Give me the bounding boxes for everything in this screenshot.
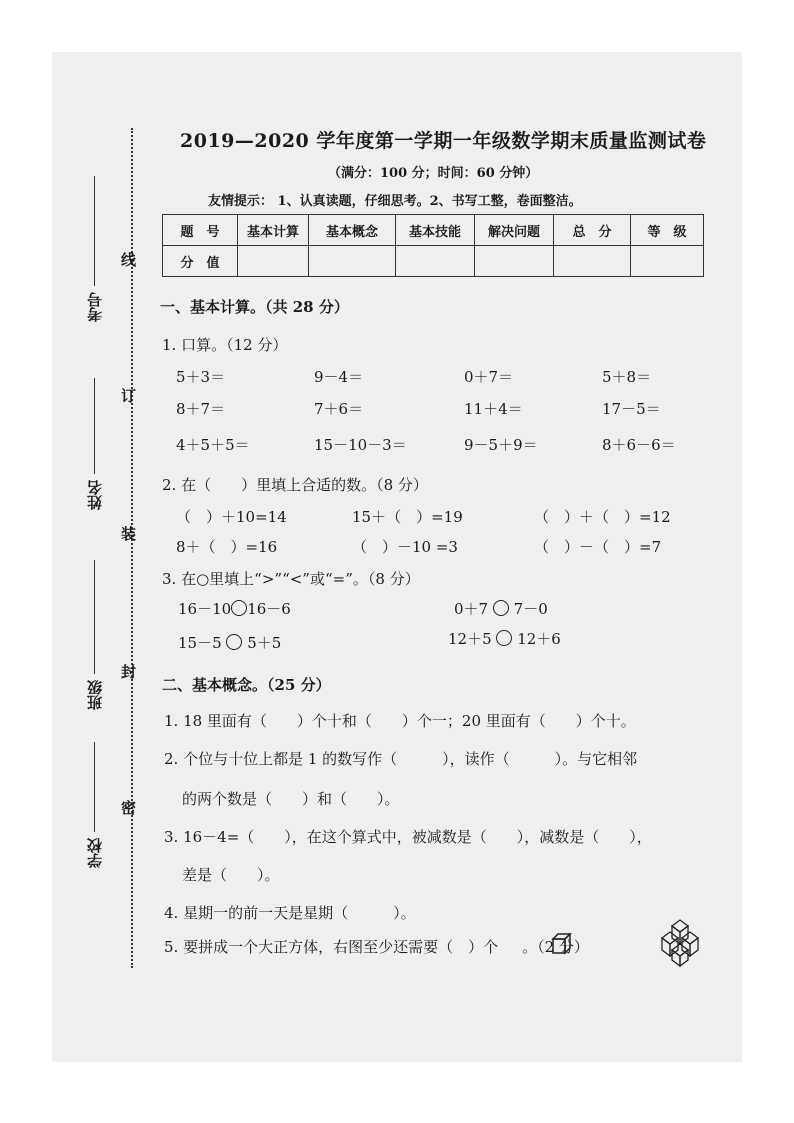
compare-left: 12＋5 [448,630,492,648]
compare-right: 5＋5 [247,634,282,652]
compare-item [178,598,291,619]
field-label-school: 学校 [86,838,104,868]
score-table-value-row [163,246,704,277]
compare-item [454,598,548,619]
binding-char-ding: 订 [119,388,137,403]
field-underline [94,176,96,286]
score-row-label: 分 值 [163,246,238,277]
q2-label: 2. 在（ ）里填上合适的数。（8 分） [162,476,428,494]
compare-circle[interactable] [226,634,242,650]
field-label-exam-number: 考号 [86,292,104,322]
s2-q5-suffix: 。（2 分） [522,938,589,956]
fill-blank-item: （ ）－（ ）=7 [534,538,662,556]
compare-right: 16－6 [247,600,291,618]
compare-item [448,628,561,649]
score-header-cell: 等 级 [631,215,704,246]
calc-item: 9－4＝ [314,368,364,386]
fill-blank-item: 8＋（ ）=16 [176,538,278,556]
field-label-name: 姓名 [86,480,104,510]
compare-left: 0＋7 [454,600,489,618]
score-header-cell: 基本技能 [396,215,475,246]
calc-item: 0＋7＝ [464,368,514,386]
s2-q2-line2: 的两个数是（ ）和（ ）。 [182,790,400,808]
calc-item: 8＋7＝ [176,400,226,418]
q1-label: 1. 口算。（12 分） [162,336,288,354]
calc-item: 17－5＝ [602,400,661,418]
s2-q2-line1: 2. 个位与十位上都是 1 的数写作（ ），读作（ ）。与它相邻 [164,750,638,768]
fill-blank-item: （ ）＋（ ）=12 [534,508,671,526]
compare-item [178,632,281,653]
fill-blank-item: 15＋（ ）=19 [352,508,463,526]
binding-char-zhuang: 装 [119,526,137,541]
s2-q5 [164,936,589,957]
score-cell [238,246,309,277]
s2-q3-line1: 3. 16－4=（ ），在这个算式中，被减数是（ ），减数是（ ）， [164,828,652,846]
cube-stack-icon [658,916,704,968]
fill-blank-item: （ ）－10 =3 [352,538,458,556]
compare-circle[interactable] [496,630,512,646]
compare-circle[interactable] [493,600,509,616]
exam-subtitle: （满分：100 分；时间：60 分钟） [328,166,539,181]
calc-item: 9－5＋9＝ [464,436,538,454]
field-school [84,742,105,868]
compare-circle[interactable] [231,600,247,616]
calc-item: 11＋4＝ [464,400,523,418]
score-cell [396,246,475,277]
field-exam-number [84,176,105,322]
s2-q4: 4. 星期一的前一天是星期（ ）。 [164,904,416,922]
score-cell [309,246,396,277]
fill-blank-item: （ ）＋10=14 [176,508,287,526]
score-header-cell: 解决问题 [475,215,554,246]
calc-item: 7＋6＝ [314,400,364,418]
binding-char-xian: 线 [119,252,137,267]
section2-heading: 二、基本概念。（25 分） [162,676,331,694]
calc-item: 5＋8＝ [602,368,652,386]
compare-left: 15－5 [178,634,222,652]
binding-char-feng: 封 [119,664,137,679]
s2-q1: 1. 18 里面有（ ）个十和（ ）个一；20 里面有（ ）个十。 [164,712,636,730]
calc-item: 5＋3＝ [176,368,226,386]
score-cell [631,246,704,277]
score-header-cell: 基本概念 [309,215,396,246]
field-underline [94,378,96,474]
score-cell [554,246,631,277]
section1-heading: 一、基本计算。（共 28 分） [160,298,349,316]
s2-q5-prefix: 5. 要拼成一个大正方体，右图至少还需要（ ）个 [164,938,499,956]
score-header-cell: 题 号 [163,215,238,246]
q3-label: 3. 在○里填上“>”“<”或“=”。（8 分） [162,570,420,588]
field-underline [94,742,96,832]
exam-title: 2019—2020 学年度第一学期一年级数学期末质量监测试卷 [180,130,707,152]
score-table-header-row [163,215,704,246]
score-header-cell: 总 分 [554,215,631,246]
field-underline [94,560,96,674]
s2-q3-line2: 差是（ ）。 [182,866,280,884]
compare-right: 12＋6 [517,630,561,648]
score-cell [475,246,554,277]
binding-char-mi: 密 [119,800,137,815]
score-header-cell: 基本计算 [238,215,309,246]
field-class [84,560,105,710]
score-table [162,214,704,277]
compare-right: 7－0 [513,600,548,618]
field-name [84,378,105,510]
calc-item: 4＋5＋5＝ [176,436,250,454]
compare-left: 16－10 [178,600,232,618]
calc-item: 15－10－3＝ [314,436,407,454]
calc-item: 8＋6－6＝ [602,436,676,454]
friendly-tips: 友情提示： 1、认真读题，仔细思考。2、书写工整，卷面整洁。 [208,194,582,209]
field-label-class: 班级 [86,680,104,710]
cube-icon [551,933,573,955]
